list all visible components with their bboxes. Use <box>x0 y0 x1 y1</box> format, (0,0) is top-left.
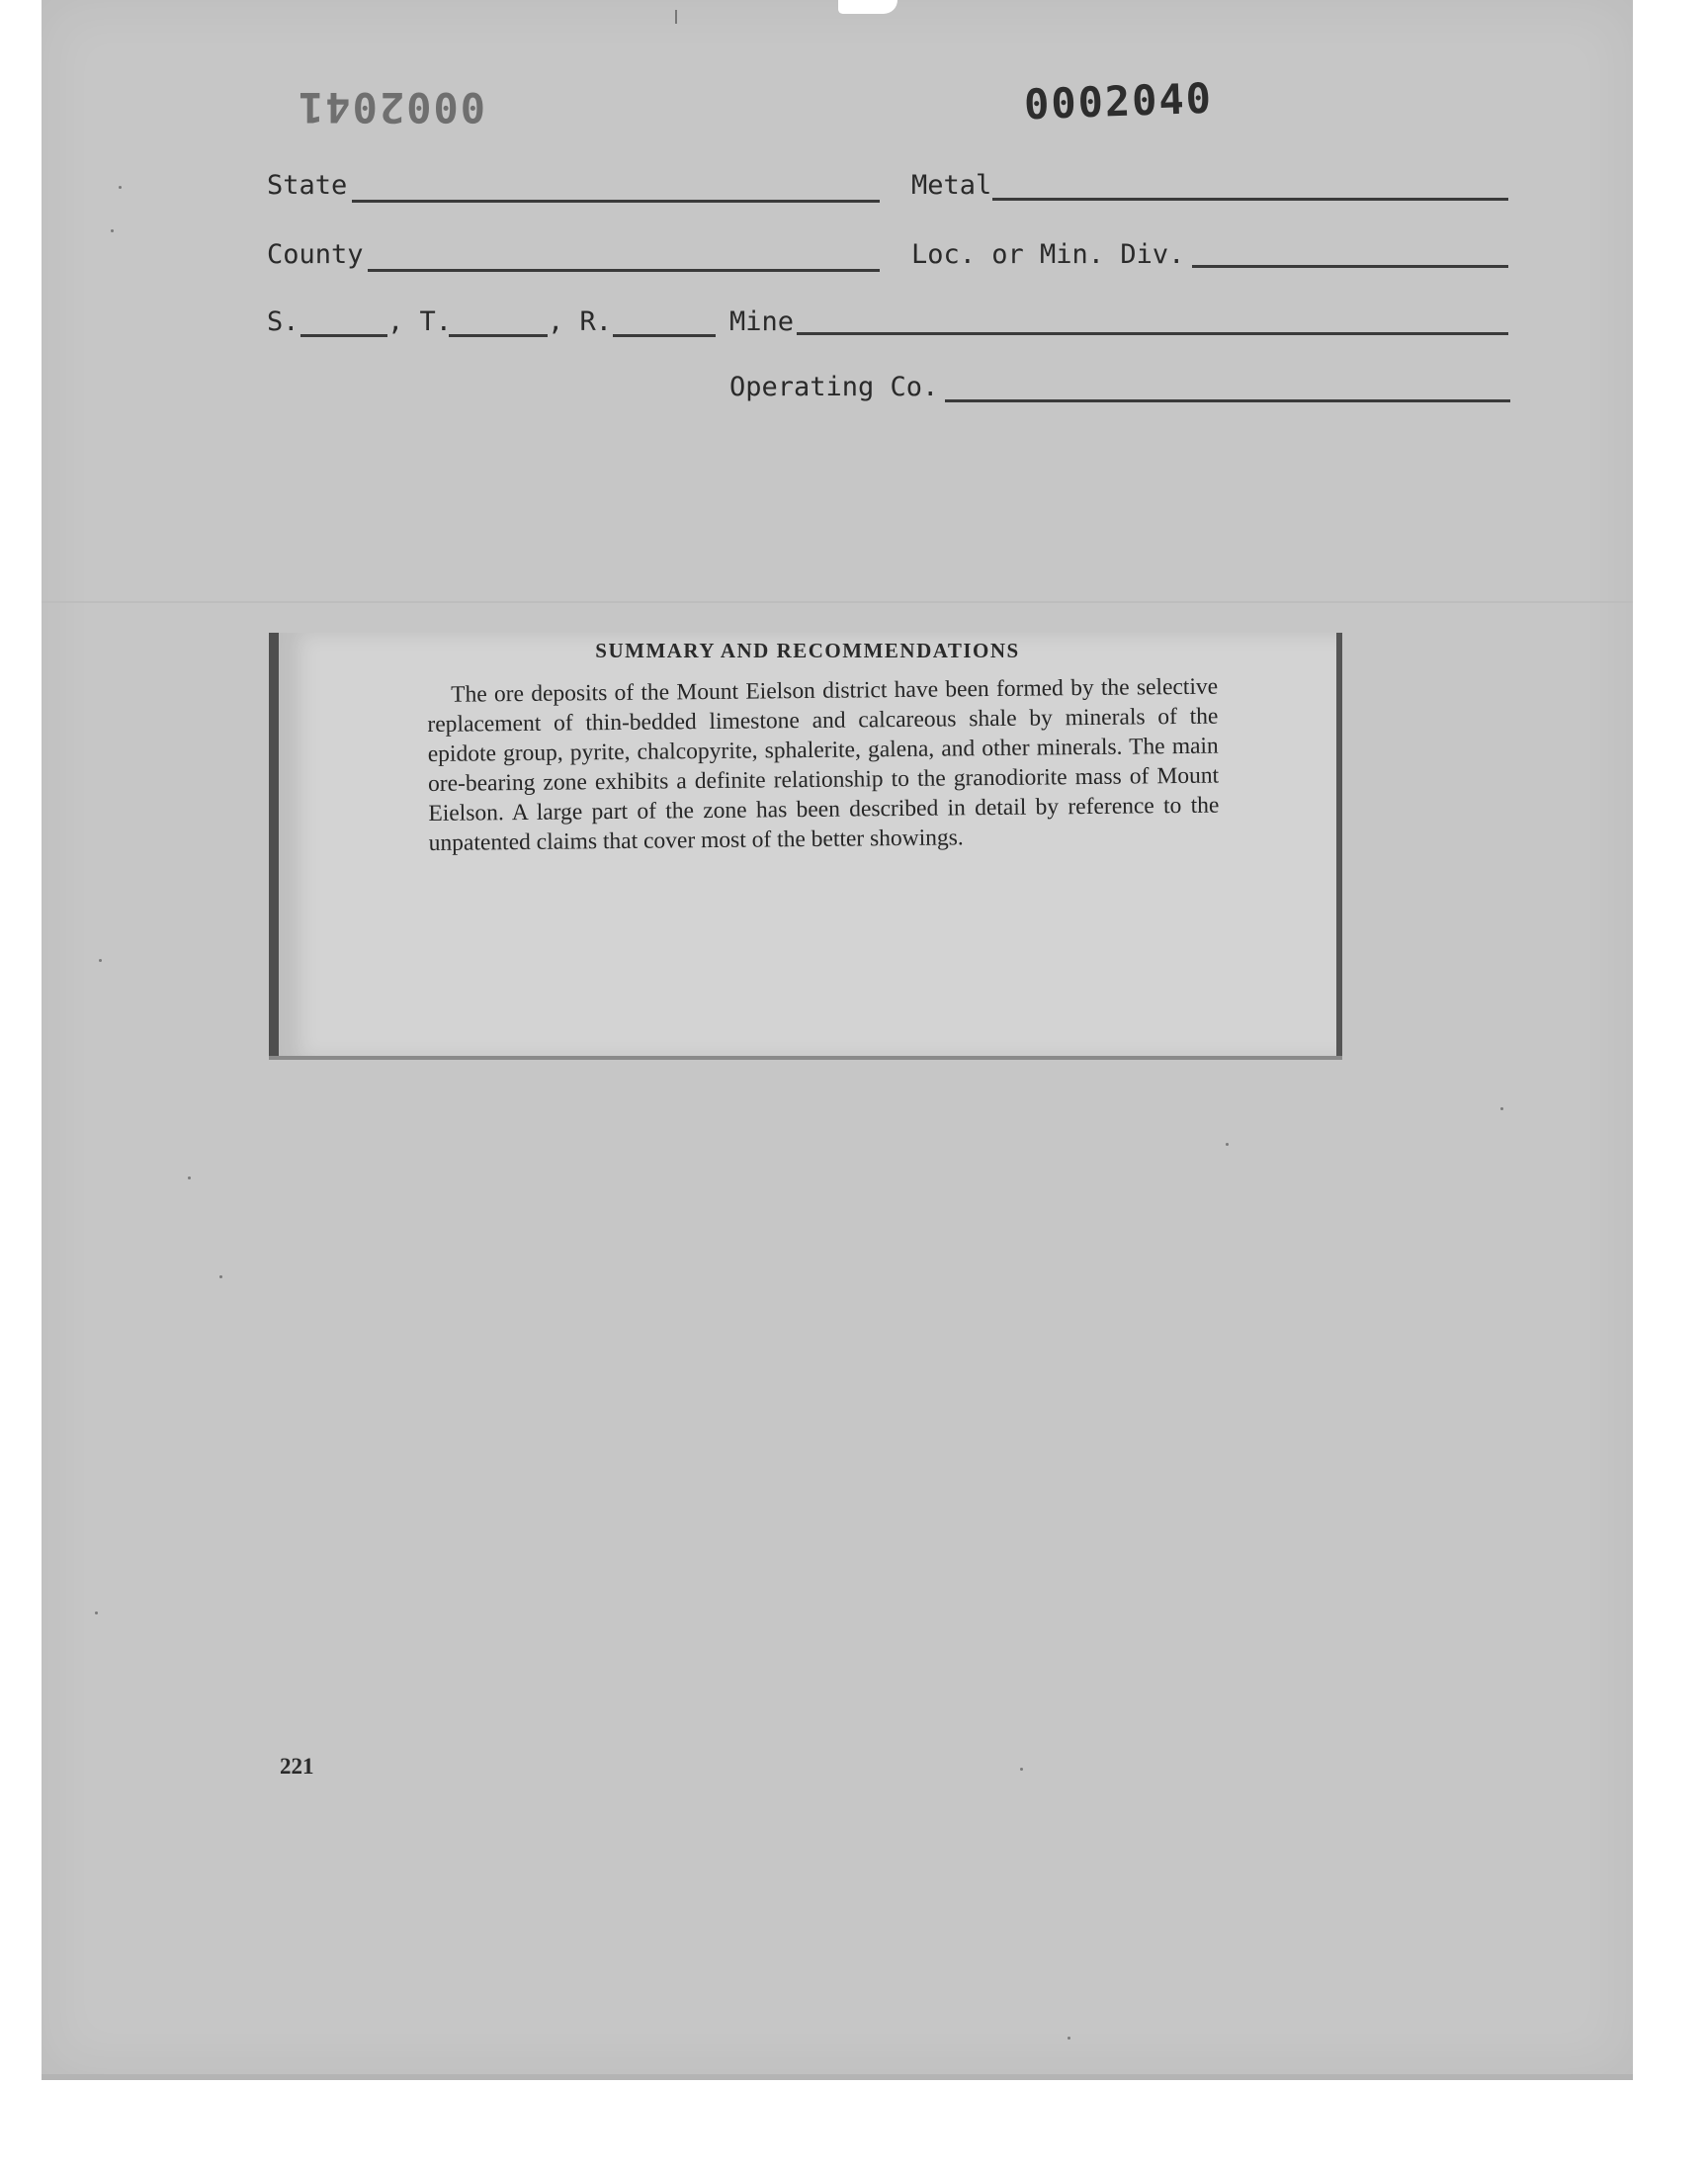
loc-field[interactable] <box>1192 265 1508 268</box>
mine-field[interactable] <box>797 332 1508 335</box>
page-number: 221 <box>280 1754 314 1779</box>
speck <box>1068 2037 1070 2040</box>
mirrored-document-number: 0002041 <box>297 83 486 131</box>
speck <box>119 186 122 189</box>
metal-field[interactable] <box>992 198 1508 201</box>
speck <box>1020 1768 1023 1771</box>
speck <box>111 229 114 232</box>
speck <box>219 1275 222 1278</box>
document-number: 0002040 <box>1023 73 1214 130</box>
clipping-title: SUMMARY AND RECOMMENDATIONS <box>595 639 1020 662</box>
clipping-body: The ore deposits of the Mount Eielson district have been formed by the selective replacement of thin-bedded limestone and calcareous shale by minerals of the epidote group, pyrite, chalcopyrite, sphalerite, galena, and other minerals. The main ore-bearing zone exhibits a definite relationship to the granodiorite mass of Mount Eielson. A large part of the zone has been described in detail by reference to the unpatented claims that cover most of the better showings. <box>427 673 1220 856</box>
metal-label: Metal <box>911 170 992 201</box>
township-field[interactable] <box>449 334 548 337</box>
speck <box>1500 1107 1503 1110</box>
sheet-bottom-edge <box>42 2074 1633 2080</box>
range-field[interactable] <box>613 334 716 337</box>
township-label: , T. <box>387 306 453 337</box>
range-label: , R. <box>548 306 613 337</box>
section-label: S. <box>267 306 299 337</box>
speck <box>99 959 102 962</box>
loc-label: Loc. or Min. Div. <box>911 239 1185 270</box>
top-mark <box>675 10 677 24</box>
operating-co-label: Operating Co. <box>729 372 939 402</box>
summary-clipping <box>269 633 1342 1060</box>
county-label: County <box>267 239 364 270</box>
county-field[interactable] <box>368 269 880 272</box>
speck <box>188 1176 191 1179</box>
speck <box>1226 1143 1229 1146</box>
section-field[interactable] <box>300 334 387 337</box>
operating-co-field[interactable] <box>945 399 1510 402</box>
state-field[interactable] <box>352 200 880 203</box>
torn-corner <box>838 0 897 14</box>
speck <box>95 1611 98 1614</box>
mine-label: Mine <box>729 306 795 337</box>
clipping-bottom-edge <box>269 1056 1342 1060</box>
fold-line <box>42 601 1633 603</box>
state-label: State <box>267 170 348 201</box>
